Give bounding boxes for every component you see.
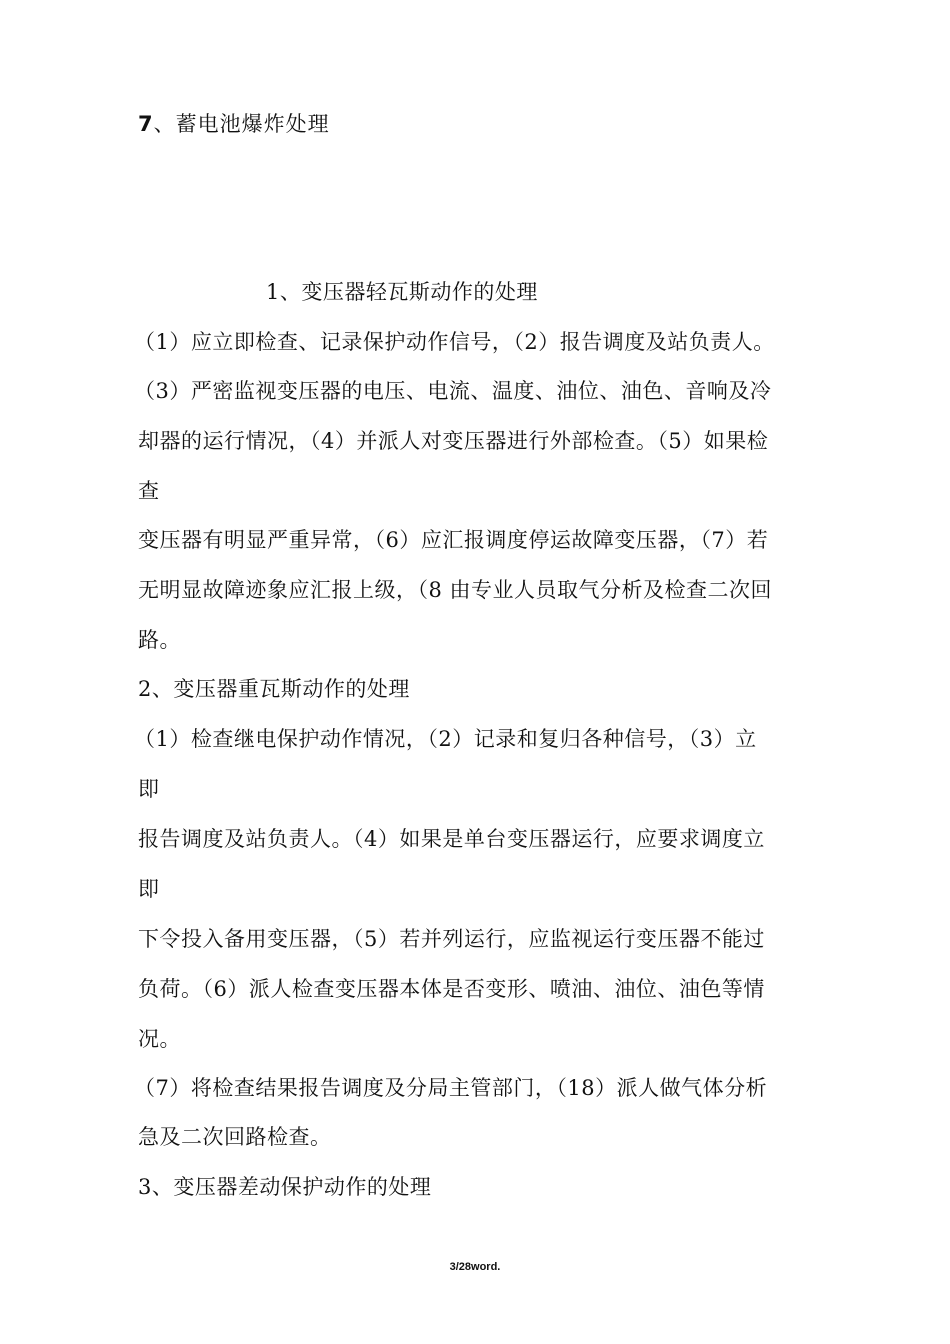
page-footer: 3/28word. xyxy=(449,1261,501,1273)
paragraph-line: （1）应立即检查、记录保护动作信号，（2）报告调度及站负责人。 xyxy=(134,330,775,354)
subsection-heading-2: 2、变压器重瓦斯动作的处理 xyxy=(138,677,410,701)
paragraph-line: 报告调度及站负责人。（4）如果是单台变压器运行，应要求调度立 xyxy=(138,827,765,851)
paragraph-line: 即 xyxy=(138,877,160,901)
paragraph-line: 查 xyxy=(138,479,160,503)
section-heading-number: 7 xyxy=(138,112,154,136)
section-heading-7 xyxy=(138,111,330,137)
section-heading-text: 、蓄电池爆炸处理 xyxy=(153,112,330,136)
paragraph-line: 变压器有明显严重异常，（6）应汇报调度停运故障变压器，（7）若 xyxy=(138,528,769,552)
paragraph-line: 无明显故障迹象应汇报上级，（8 由专业人员取气分析及检查二次回 xyxy=(138,578,773,602)
paragraph-line: （3）严密监视变压器的电压、电流、温度、油位、油色、音响及冷 xyxy=(134,379,772,403)
subsection-heading-1: 1、变压器轻瓦斯动作的处理 xyxy=(266,280,538,304)
paragraph-line: （7）将检查结果报告调度及分局主管部门，（18）派人做气体分析 xyxy=(134,1076,768,1100)
paragraph-line: （1）检查继电保护动作情况，（2）记录和复归各种信号，（3）立 xyxy=(134,727,757,751)
paragraph-line: 下令投入备用变压器，（5）若并列运行，应监视运行变压器不能过 xyxy=(138,927,765,951)
paragraph-line: 负荷。（6）派人检查变压器本体是否变形、喷油、油位、油色等情 xyxy=(138,977,765,1001)
paragraph-line: 况。 xyxy=(138,1027,181,1051)
subsection-heading-3: 3、变压器差动保护动作的处理 xyxy=(138,1175,432,1199)
paragraph-line: 急及二次回路检查。 xyxy=(138,1125,332,1149)
paragraph-line: 却器的运行情况，（4）并派人对变压器进行外部检查。（5）如果检 xyxy=(138,429,769,453)
paragraph-line: 路。 xyxy=(138,628,181,652)
paragraph-line: 即 xyxy=(138,777,160,801)
